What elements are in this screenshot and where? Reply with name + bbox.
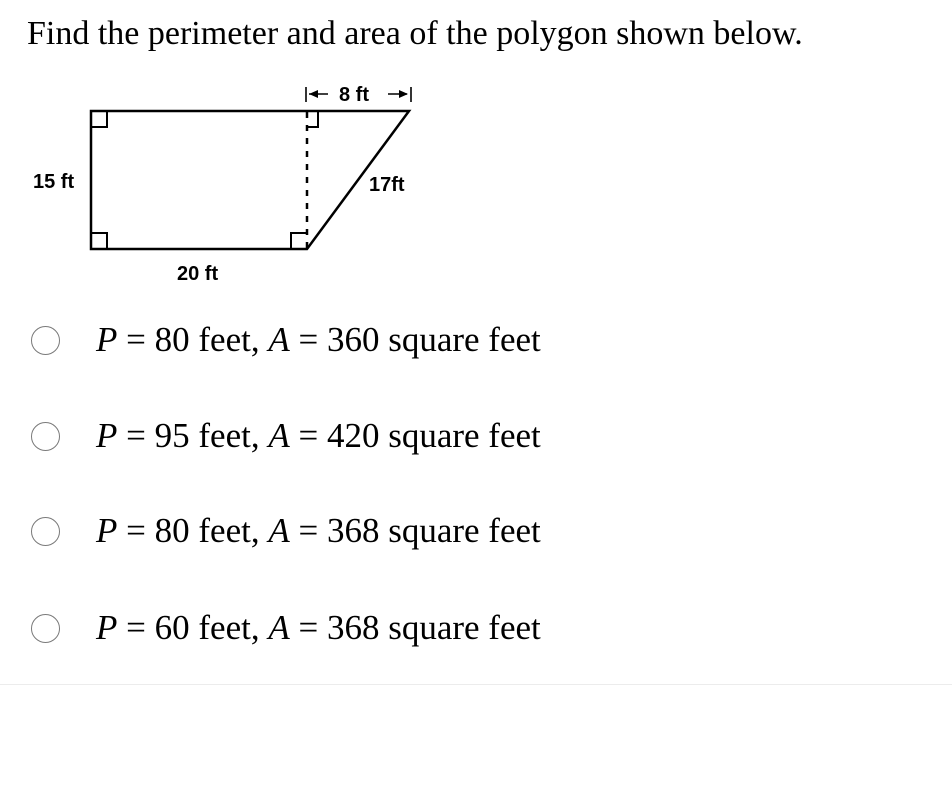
right-angle-bottom-inner [291,233,306,248]
divider [0,684,952,685]
polygon-shape [91,111,409,249]
label-bottom: 20 ft [177,263,219,285]
question-text: Find the perimeter and area of the polygon shown below. [27,15,803,52]
radio-button[interactable] [31,614,60,643]
choice-2[interactable] [31,416,541,456]
choice-3[interactable] [31,511,541,551]
choice-label: P = 80 feet, A = 360 square feet [96,320,541,359]
choice-1[interactable] [31,320,541,360]
radio-button[interactable] [31,517,60,546]
radio-button[interactable] [31,422,60,451]
polygon-figure [0,0,952,300]
choice-label: P = 95 feet, A = 420 square feet [96,416,541,455]
choice-4[interactable] [31,608,541,648]
right-angle-markers [92,112,318,248]
label-slant: 17ft [369,174,405,196]
label-left: 15 ft [33,171,75,193]
right-angle-top-inner [308,112,318,127]
radio-button[interactable] [31,326,60,355]
right-angle-bottom-left [92,233,107,248]
label-top: 8 ft [339,84,369,106]
choice-label: P = 80 feet, A = 368 square feet [96,511,541,550]
right-angle-top-left [92,112,107,127]
choice-label: P = 60 feet, A = 368 square feet [96,608,541,647]
